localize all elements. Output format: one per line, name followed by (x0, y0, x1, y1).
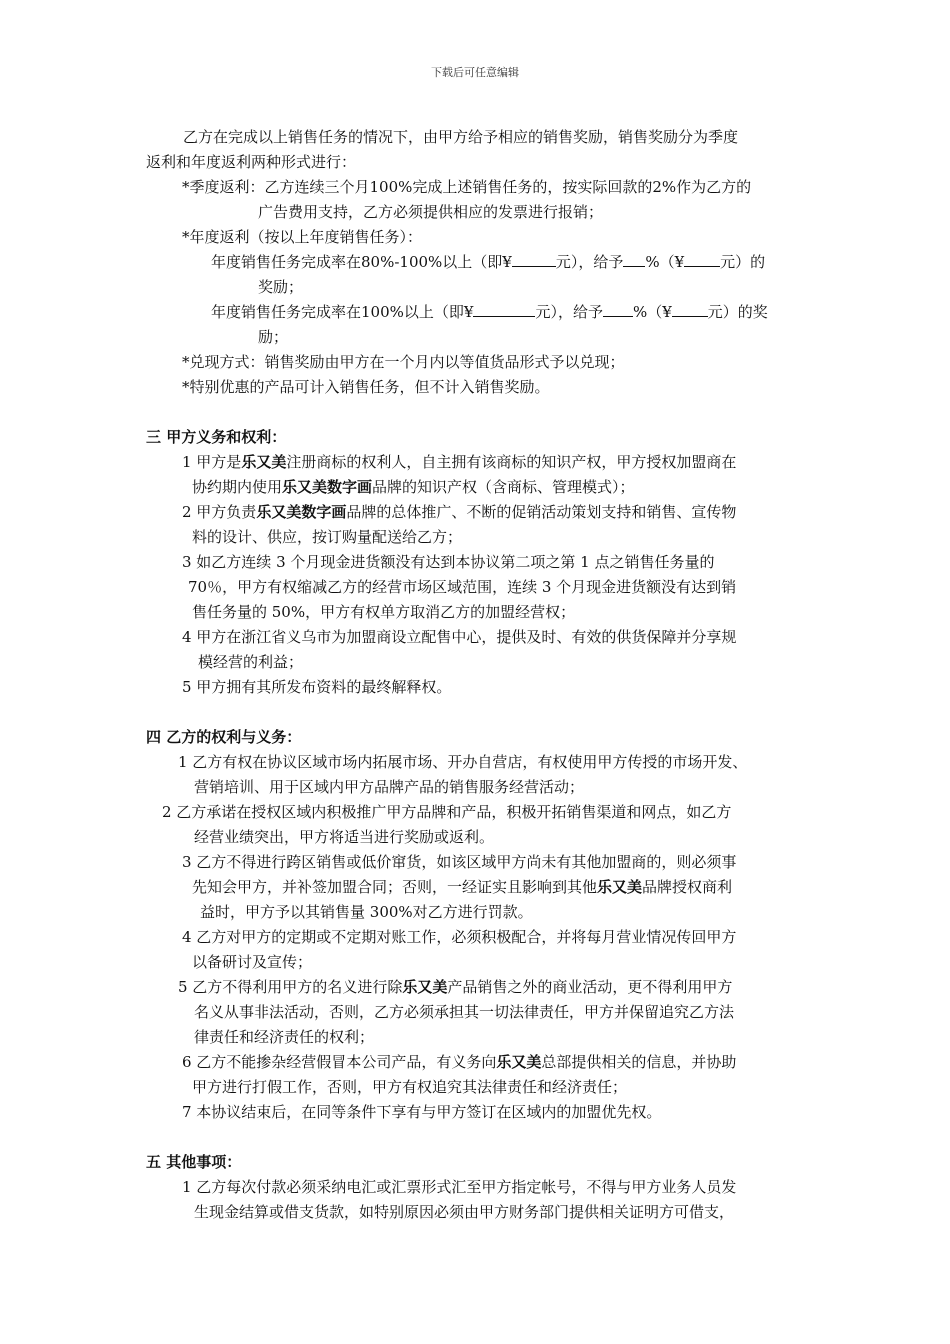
tier1-text-c: %（¥ (645, 253, 685, 271)
annual-rebate-tier2-cont: 励； (258, 328, 289, 346)
sec3-item4-line1: 4 甲方在浙江省义乌市为加盟商设立配售中心，提供及时、有效的供货保障并分享规 (182, 628, 737, 646)
sec3-item3-line1: 3 如乙方连续 3 个月现金进货额没有达到本协议第二项之第 1 点之销售任务量的 (182, 553, 715, 571)
sec4-i5-text-b: 产品销售之外的商业活动，更不得利用甲方 (447, 978, 733, 996)
tier1-percent-blank (623, 252, 645, 267)
section5-title: 五 其他事项： (146, 1153, 242, 1171)
sec4-item3-line2 (192, 877, 732, 897)
sec4-item6-line1 (182, 1052, 736, 1072)
tier2-percent-blank (603, 302, 633, 317)
sec4-item6-line2: 甲方进行打假工作，否则，甲方有权追究其法律责任和经济责任； (192, 1078, 628, 1096)
tier2-text-a: 年度销售任务完成率在100%以上（即¥ (211, 303, 474, 321)
brand-full-name: 乐又美数字画 (256, 503, 347, 521)
sec3-item3-line2: 70％，甲方有权缩减乙方的经营市场区域范围，连续 3 个月现金进货额没有达到销 (188, 578, 737, 596)
sec3-i1-text-c: 协约期内使用 (192, 478, 283, 496)
sec4-item4-line2: 以备研讨及宣传； (192, 953, 313, 971)
tier1-text-a: 年度销售任务完成率在80%-100%以上（即¥ (211, 253, 512, 271)
sec4-item5-line1 (178, 977, 732, 997)
brand-name: 乐又美 (241, 453, 287, 471)
section4-title: 四 乙方的权利与义务： (146, 728, 302, 746)
sec3-i1-text-a: 1 甲方是 (182, 453, 242, 471)
quarterly-rebate-line1: *季度返利：乙方连续三个月100%完成上述销售任务的，按实际回款的2%作为乙方的 (182, 178, 752, 196)
sec4-item3-line1: 3 乙方不得进行跨区销售或低价窜货，如该区域甲方尚未有其他加盟商的，则必须事 (182, 853, 737, 871)
sec3-item2-line2: 料的设计、供应，按订购量配送给乙方； (192, 528, 463, 546)
tier2-text-d: 元）的奖 (707, 303, 768, 321)
sec4-item5-line2: 名义从事非法活动，否则，乙方必须承担其一切法律责任，甲方并保留追究乙方法 (194, 1003, 735, 1021)
sec4-item4-line1: 4 乙方对甲方的定期或不定期对账工作，必须积极配合，并将每月营业情况传回甲方 (182, 928, 737, 946)
sec4-item1-line2: 营销培训、用于区域内甲方品牌产品的销售服务经营活动； (194, 778, 585, 796)
sec3-item1-line1 (182, 452, 736, 472)
sec4-i5-text-a: 5 乙方不得利用甲方的名义进行除 (178, 978, 403, 996)
rebate-intro-line1: 乙方在完成以上销售任务的情况下，由甲方给予相应的销售奖励，销售奖励分为季度 (183, 128, 739, 146)
special-products-note: *特别优惠的产品可计入销售任务，但不计入销售奖励。 (182, 378, 550, 396)
sec4-item2-line2: 经营业绩突出，甲方将适当进行奖励或返利。 (194, 828, 495, 846)
sec3-i2-text-a: 2 甲方负责 (182, 503, 257, 521)
brand-name: 乐又美 (597, 878, 643, 896)
tier1-reward-blank (684, 252, 720, 267)
sec5-item1-line2: 生现金结算或借支货款，如特别原因必须由甲方财务部门提供相关证明方可借支， (194, 1203, 735, 1221)
sec4-item2-line1: 2 乙方承诺在授权区域内积极推广甲方品牌和产品，积极开拓销售渠道和网点，如乙方 (162, 803, 732, 821)
sec3-i1-text-b: 注册商标的权利人，自主拥有该商标的知识产权，甲方授权加盟商在 (286, 453, 737, 471)
rebate-intro-line2: 返利和年度返利两种形式进行： (146, 153, 357, 171)
sec4-i3-text-c: 品牌授权商利 (642, 878, 733, 896)
brand-name: 乐又美 (402, 978, 448, 996)
sec4-i6-text-a: 6 乙方不能掺杂经营假冒本公司产品，有义务向 (182, 1053, 497, 1071)
brand-full-name: 乐又美数字画 (282, 478, 373, 496)
page-header: 下载后可任意编辑 (431, 66, 519, 79)
annual-rebate-tier1-cont: 奖励； (258, 278, 304, 296)
tier2-reward-blank (672, 302, 708, 317)
sec3-i1-text-d: 品牌的知识产权（含商标、管理模式）； (372, 478, 635, 496)
tier2-amount-blank (473, 302, 535, 317)
annual-rebate-tier1 (211, 252, 765, 272)
sec3-item5: 5 甲方拥有其所发布资料的最终解释权。 (182, 678, 452, 696)
quarterly-rebate-line2: 广告费用支持，乙方必须提供相应的发票进行报销； (258, 203, 604, 221)
tier1-amount-blank (512, 252, 556, 267)
sec3-item2-line1 (182, 502, 736, 522)
annual-rebate-title: *年度返利（按以上年度销售任务）： (182, 228, 423, 246)
annual-rebate-tier2 (211, 302, 768, 322)
redeem-method: *兑现方式：销售奖励由甲方在一个月内以等值货品形式予以兑现； (182, 353, 625, 371)
section3-title: 三 甲方义务和权利： (146, 428, 287, 446)
tier2-text-b: 元），给予 (535, 303, 603, 321)
sec4-item3-line3: 益时，甲方予以其销售量 300%对乙方进行罚款。 (200, 903, 533, 921)
sec4-item1-line1: 1 乙方有权在协议区域市场内拓展市场、开办自营店，有权使用甲方传授的市场开发、 (178, 753, 748, 771)
sec3-item4-line2: 模经营的利益； (198, 653, 304, 671)
sec4-i3-text-b: 先知会甲方，并补签加盟合同；否则，一经证实且影响到其他 (192, 878, 598, 896)
tier2-text-c: %（¥ (632, 303, 672, 321)
sec3-i2-text-b: 品牌的总体推广、不断的促销活动策划支持和销售、宣传物 (346, 503, 737, 521)
tier1-text-b: 元），给予 (555, 253, 624, 271)
brand-name: 乐又美 (496, 1053, 542, 1071)
sec4-item5-line3: 律责任和经济责任的权利； (194, 1028, 375, 1046)
sec4-i6-text-b: 总部提供相关的信息，并协助 (541, 1053, 737, 1071)
tier1-text-d: 元）的 (720, 253, 766, 271)
sec3-item1-line2 (192, 477, 635, 497)
sec5-item1-line1: 1 乙方每次付款必须采纳电汇或汇票形式汇至甲方指定帐号，不得与甲方业务人员发 (182, 1178, 737, 1196)
sec3-item3-line3: 售任务量的 50%，甲方有权单方取消乙方的加盟经营权； (192, 603, 576, 621)
sec4-item7: 7 本协议结束后，在同等条件下享有与甲方签订在区域内的加盟优先权。 (182, 1103, 662, 1121)
